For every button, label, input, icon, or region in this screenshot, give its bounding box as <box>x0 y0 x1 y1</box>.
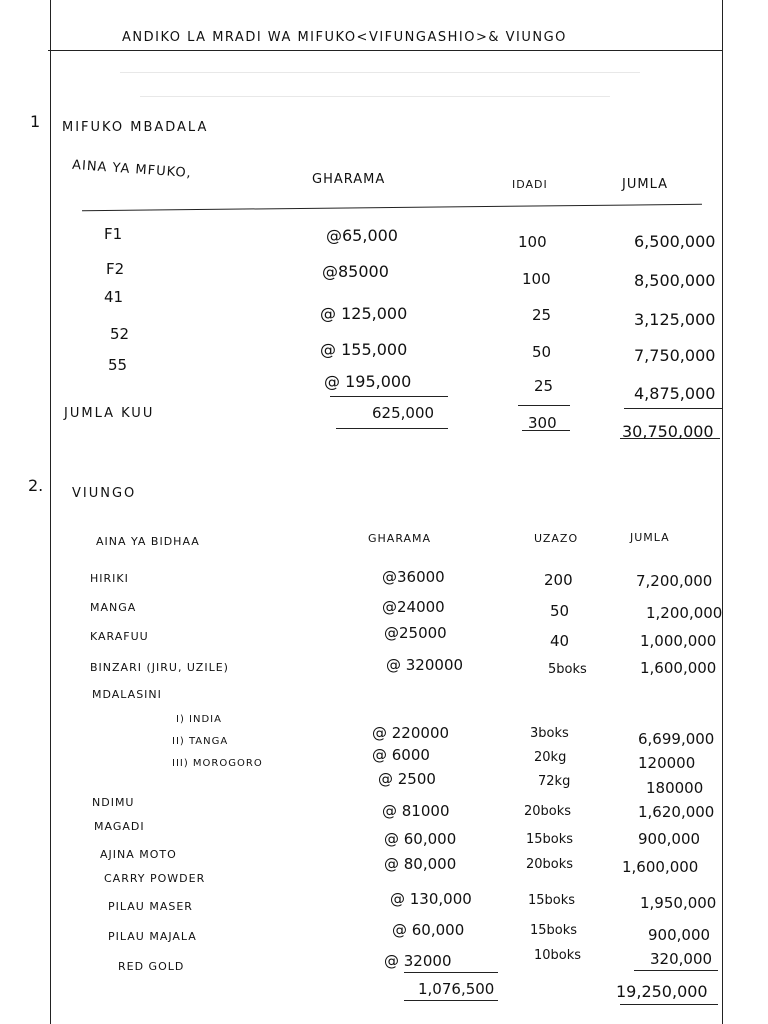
s2-row-7-type: II) TANGA <box>172 736 229 747</box>
s1-row-4-total: 3,125,000 <box>634 310 716 329</box>
s1-price-sum-rule <box>330 396 448 397</box>
s2-price-sum-rule <box>404 972 498 973</box>
section-2-col-price: GHARAMA <box>368 532 432 545</box>
s1-row-4-qty: 25 <box>532 306 552 324</box>
s2-row-13-price: @ 60,000 <box>392 921 465 939</box>
section-2-heading: VIUNGO <box>72 486 137 501</box>
s2-row-11-price: @ 80,000 <box>384 855 457 873</box>
s1-row-2-qty: 100 <box>522 270 551 288</box>
section-2-col-total: JUMLA <box>630 531 670 544</box>
s2-row-4-price: @ 320000 <box>386 656 464 674</box>
s2-row-11-type: AJINA MOTO <box>100 848 177 861</box>
s1-grand-label: JUMLA KUU <box>64 406 155 421</box>
s2-row-1-total: 7,200,000 <box>636 572 713 590</box>
s2-row-5-type: MDALASINI <box>92 688 162 701</box>
s2-row-6-total: 6,699,000 <box>638 730 715 748</box>
s2-row-3-total: 1,000,000 <box>640 632 717 650</box>
s1-row-1-type: F1 <box>104 225 123 243</box>
s2-row-2-type: MANGA <box>90 601 137 614</box>
s1-row-6-total: 4,875,000 <box>634 384 716 403</box>
s1-qty-sum-rule <box>518 405 570 406</box>
s1-row-4-type: 52 <box>110 325 130 343</box>
s2-row-3-type: KARAFUU <box>90 630 149 643</box>
bleed-line <box>120 72 640 73</box>
s2-row-2-price: @24000 <box>382 598 445 616</box>
s1-total-double-rule <box>620 438 720 439</box>
section-1-col-type: AINA YA MFUKO, <box>71 157 193 182</box>
right-margin-line <box>722 0 723 1024</box>
s2-row-8-type: III) MOROGORO <box>172 758 263 769</box>
s1-row-5-total: 7,750,000 <box>634 346 716 365</box>
s2-row-1-qty: 200 <box>544 571 573 589</box>
section-2-number: 2. <box>28 476 44 495</box>
s1-row-2-price: @85000 <box>322 262 389 281</box>
s2-row-10-total: 900,000 <box>638 830 701 848</box>
s2-row-7-total: 120000 <box>638 754 696 772</box>
s1-row-3-type: 41 <box>104 288 124 306</box>
s2-row-12-qty: 15boks <box>528 893 576 908</box>
s1-qty-double-rule <box>522 430 570 431</box>
s2-row-10-type: MAGADI <box>94 820 145 833</box>
s2-row-2-total: 1,200,000 <box>646 604 723 622</box>
section-1-col-total: JUMLA <box>622 177 668 192</box>
s2-row-14-qty: 10boks <box>534 948 582 963</box>
s1-row-2-total: 8,500,000 <box>634 271 716 290</box>
s2-row-12-type: CARRY POWDER <box>104 872 206 885</box>
title-underline <box>48 50 723 51</box>
s2-row-1-type: HIRIKI <box>90 572 129 585</box>
section-1-col-price: GHARAMA <box>312 172 386 187</box>
s2-row-11-qty: 20boks <box>526 857 574 872</box>
s2-row-3-price: @25000 <box>384 624 447 642</box>
s2-row-13-qty: 15boks <box>530 923 578 938</box>
s2-row-14-price: @ 32000 <box>384 952 452 970</box>
s2-row-10-qty: 15boks <box>526 832 574 847</box>
s2-row-11-total: 1,600,000 <box>622 858 699 876</box>
s1-price-double-rule <box>336 428 448 429</box>
s2-row-6-type: I) INDIA <box>176 714 222 725</box>
s2-row-13-total: 900,000 <box>648 926 711 944</box>
s2-row-8-total: 180000 <box>646 779 704 797</box>
s2-row-6-price: @ 220000 <box>372 724 450 742</box>
s1-row-5-type: 55 <box>108 356 128 374</box>
s2-row-9-total: 1,620,000 <box>638 803 715 821</box>
s1-row-1-qty: 100 <box>518 233 547 251</box>
s2-row-6-qty: 3boks <box>530 726 569 741</box>
s2-row-4-total: 1,600,000 <box>640 659 717 677</box>
s2-row-12-total: 1,950,000 <box>640 894 717 912</box>
s1-row-6-price: @ 195,000 <box>324 372 412 391</box>
section-1-col-qty: IDADI <box>512 178 548 191</box>
s1-row-5-qty: 50 <box>532 343 552 361</box>
s2-row-9-price: @ 81000 <box>382 802 450 820</box>
section-1-header-rule <box>82 204 702 211</box>
s2-price-double-rule <box>404 1000 498 1001</box>
s2-row-9-type: NDIMU <box>92 796 135 809</box>
section-1-heading: MIFUKO MBADALA <box>62 120 209 135</box>
s2-row-8-price: @ 2500 <box>378 770 436 788</box>
s1-grand-total: 30,750,000 <box>622 422 714 441</box>
s2-row-10-price: @ 60,000 <box>384 830 457 848</box>
s2-row-7-qty: 20kg <box>534 750 567 765</box>
s2-row-4-type: BINZARI (JIRU, UZILE) <box>90 661 229 674</box>
s2-row-14-type: PILAU MAJALA <box>108 930 197 943</box>
section-1-number: 1 <box>30 112 41 131</box>
s2-row-13-type: PILAU MASER <box>108 900 193 913</box>
s1-row-1-total: 6,500,000 <box>634 232 716 251</box>
s1-grand-qty: 300 <box>528 414 557 432</box>
s2-row-9-qty: 20boks <box>524 804 572 819</box>
s1-row-1-price: @65,000 <box>326 226 398 245</box>
s2-total-double-rule <box>620 1004 718 1005</box>
section-2-col-type: AINA YA BIDHAA <box>96 535 200 548</box>
s2-row-8-qty: 72kg <box>538 774 571 789</box>
s2-grand-price: 1,076,500 <box>418 980 495 998</box>
s2-row-4-qty: 5boks <box>548 662 587 677</box>
s2-row-14-total: 320,000 <box>650 950 713 968</box>
s1-grand-price: 625,000 <box>372 404 435 422</box>
s1-row-4-price: @ 125,000 <box>320 304 408 323</box>
s1-total-sum-rule <box>624 408 722 409</box>
section-2-col-qty: UZAZO <box>534 532 579 545</box>
document-title: ANDIKO LA MRADI WA MIFUKO<VIFUNGASHIO>& VIUNGO <box>122 30 567 45</box>
s2-row-15-type: RED GOLD <box>118 960 185 973</box>
s2-total-sum-rule <box>634 970 718 971</box>
s1-row-2-type: F2 <box>106 260 125 278</box>
s2-row-12-price: @ 130,000 <box>390 890 472 908</box>
s2-row-3-qty: 40 <box>550 632 570 650</box>
bleed-line <box>140 96 610 97</box>
s1-row-5-price: @ 155,000 <box>320 340 408 359</box>
s2-row-1-price: @36000 <box>382 568 445 586</box>
s2-row-2-qty: 50 <box>550 602 570 620</box>
left-margin-line <box>50 0 51 1024</box>
s2-row-7-price: @ 6000 <box>372 746 430 764</box>
s1-row-6-qty: 25 <box>534 377 554 395</box>
s2-grand-total: 19,250,000 <box>616 982 708 1001</box>
